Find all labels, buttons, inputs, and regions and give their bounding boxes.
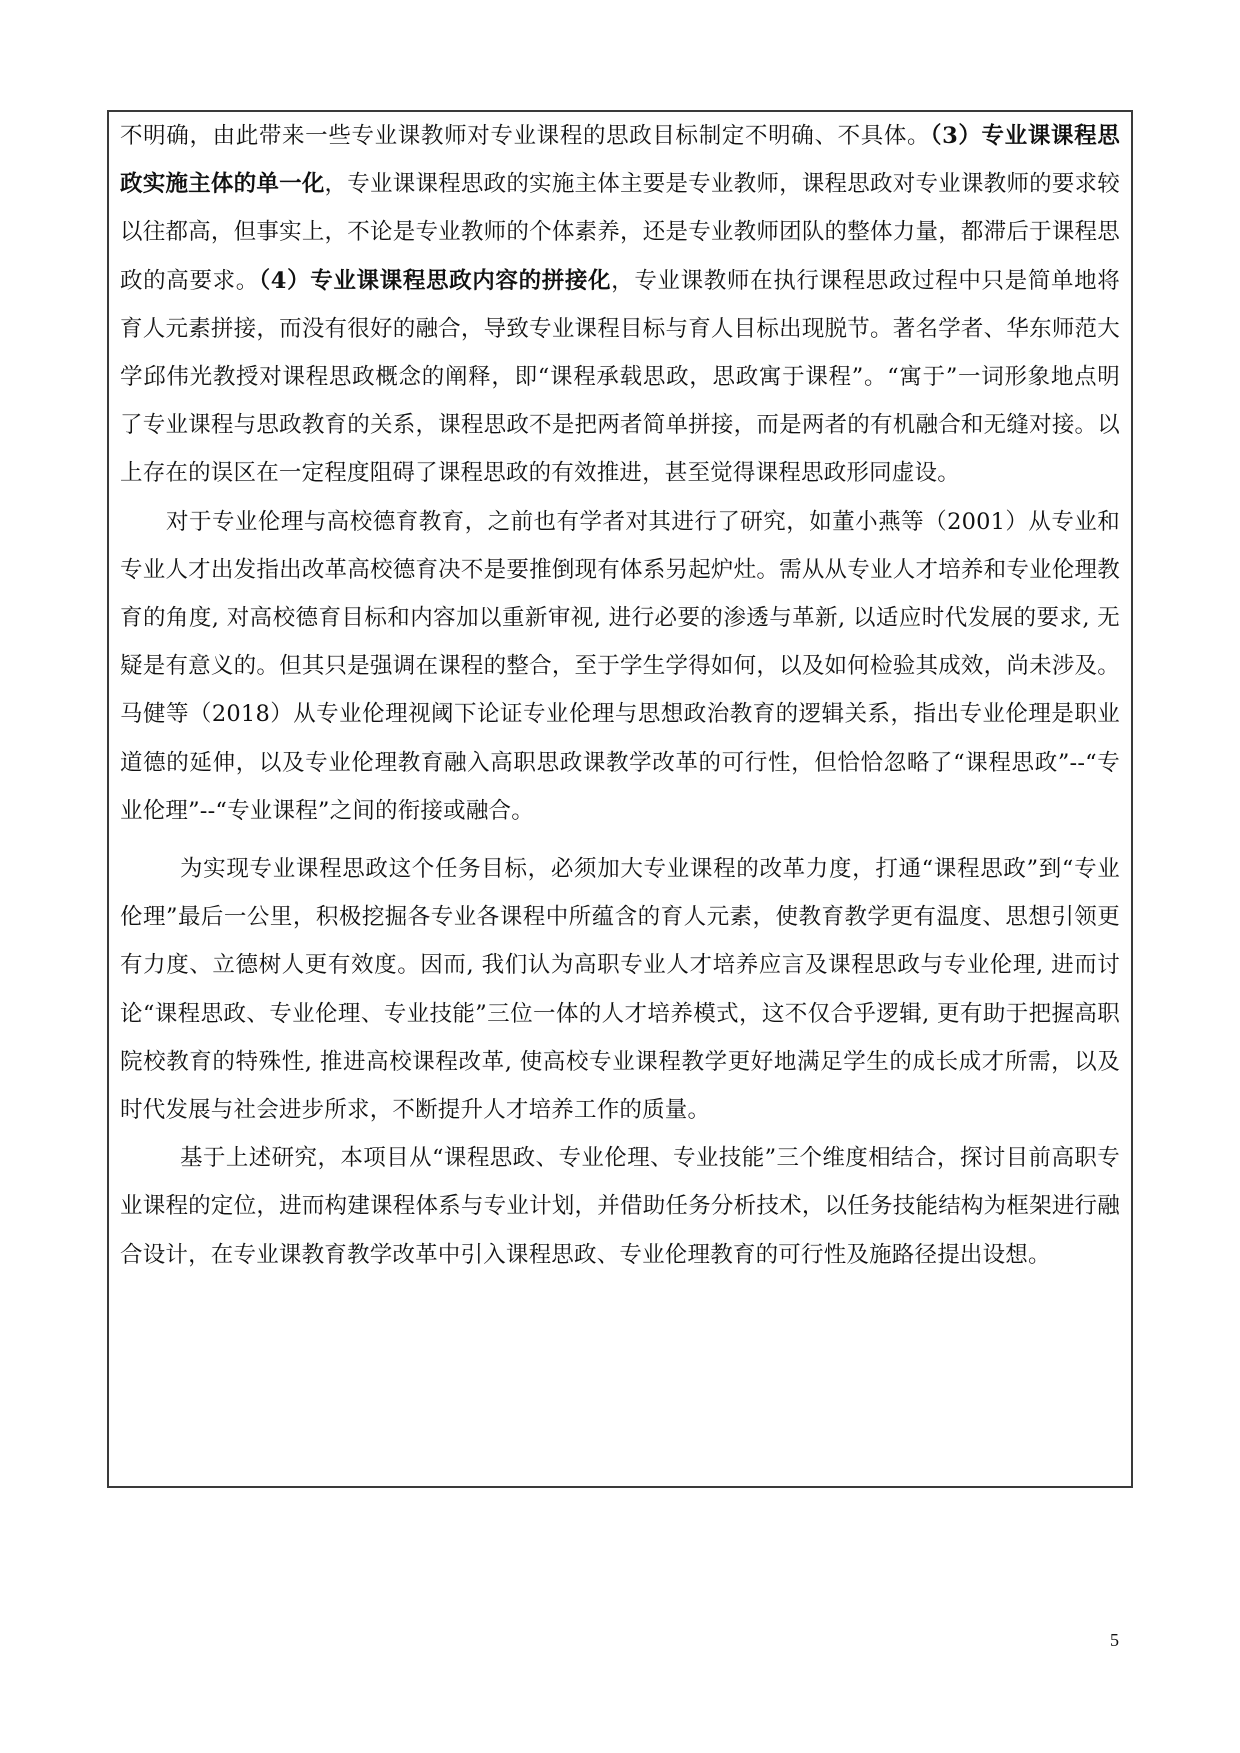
paragraph-1-text-2: ，专业课课程思政的实施主体主要是专业教师，课程思政对专业课教师的要求较以往都高，但事实上，不论是专业教师的个体素养，还是专业教师团队的整体力量，都滞后于课程思政的高要求。 — [120, 171, 1120, 294]
paragraph-4-text: 基于上述研究，本项目从“课程思政、专业伦理、专业技能”三个维度相结合，探讨目前高职专业课程的定位，进而构建课程体系与专业计划，并借助任务分析技术，以任务技能结构为框架进行融合设计，在专业课教育教学改革中引入课程思政、专业伦理教育的可行性及施路径提出设想。 — [120, 1145, 1120, 1268]
paragraph-3-text: 为实现专业课程思政这个任务目标，必须加大专业课程的改革力度，打通“课程思政”到“专业伦理”最后一公里，积极挖掘各专业各课程中所蕴含的育人元素，使教育教学更有温度、思想引领更有力度、立德树人更有效度。因而, 我们认为高职专业人才培养应言及课程思政与专业伦理, 进而讨论“课程思政、专业伦理、专业技能”三位一体的人才培养模式，这不仅合乎逻辑, 更有助于把握高职院校教育的特殊性, 推进高校课程改革, 使高校专业课程教学更好地满足学生的成长成才所需，以及时代发展与社会进步所求，不断提升人才培养工作的质量。 — [120, 856, 1120, 1124]
paragraph-4 — [120, 1134, 1120, 1279]
document-body — [120, 112, 1120, 1279]
paragraph-1-bold-1: （3）专业课课程思政实施主体的单一化 — [120, 123, 1120, 198]
paragraph-2 — [120, 498, 1120, 835]
paragraph-1-text-3: ，专业课教师在执行课程思政过程中只是简单地将育人元素拼接，而没有很好的融合，导致专业课程目标与育人目标出现脱节。著名学者、华东师范大学邱伟光教授对课程思政概念的阐释，即“课程承载思政，思政寓于课程”。“寓于”一词形象地点明了专业课程与思政教育的关系，课程思政不是把两者简单拼接，而是两者的有机融合和无缝对接。以上存在的误区在一定程度阻碍了课程思政的有效推进，甚至觉得课程思政形同虚设。 — [120, 267, 1120, 487]
paragraph-3 — [120, 845, 1120, 1134]
paragraph-1-text-1: 不明确，由此带来一些专业课教师对专业课程的思政目标制定不明确、不具体。 — [120, 123, 931, 149]
page-number: 5 — [1110, 1630, 1119, 1650]
paragraph-1-bold-2: （4）专业课课程思政内容的拼接化 — [258, 267, 612, 294]
paragraph-1 — [120, 112, 1120, 498]
paragraph-2-text: 对于专业伦理与高校德育教育，之前也有学者对其进行了研究，如董小燕等（2001）从专业和专业人才出发指出改革高校德育决不是要推倒现有体系另起炉灶。需从从专业人才培养和专业伦理教育的角度, 对高校德育目标和内容加以重新审视, 进行必要的渗透与革新, 以适应时代发展的要求, 无疑是有意义的。但其只是强调在课程的整合，至于学生学得如何，以及如何检验其成效，尚未涉及。马健等（2018）从专业伦理视阈下论证专业伦理与思想政治教育的逻辑关系，指出专业伦理是职业道德的延伸，以及专业伦理教育融入高职思政课教学改革的可行性，但恰恰忽略了“课程思政”--“专业伦理”--“专业课程”之间的衔接或融合。 — [120, 508, 1120, 824]
